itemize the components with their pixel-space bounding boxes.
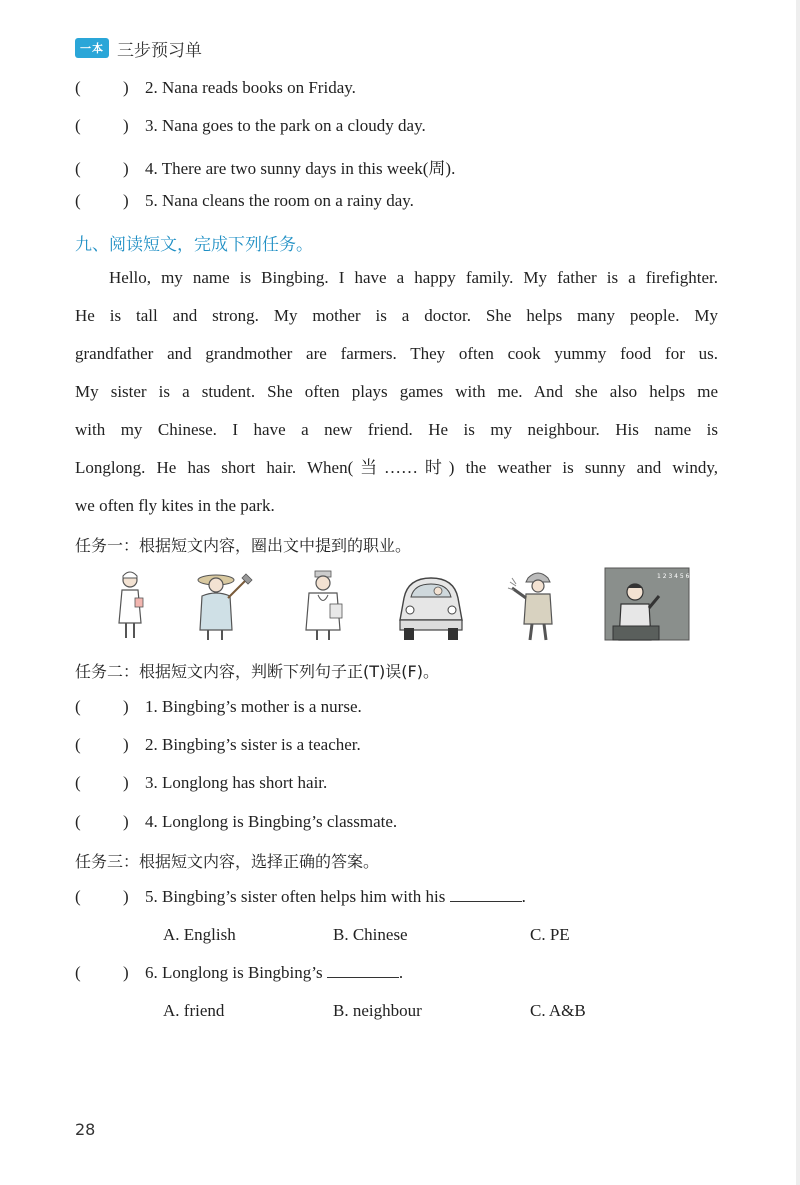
answer-paren-right: ) [123, 735, 129, 754]
answer-paren-right: ) [123, 812, 129, 831]
task-three-title: 任务三：根据短文内容，选择正确的答案。 [75, 852, 380, 871]
driver-car-icon[interactable] [394, 568, 468, 643]
passage-line: we often fly kites in the park. [75, 496, 275, 515]
answer-paren-left[interactable]: ( [75, 78, 81, 97]
task-two-title: 任务二：根据短文内容，判断下列句子正(T)误(F)。 [75, 662, 439, 681]
option-a[interactable]: A. English [163, 925, 236, 944]
question-item [75, 78, 356, 98]
option-c[interactable]: C. PE [530, 925, 570, 944]
answer-paren-right: ) [123, 887, 129, 906]
question-item [75, 887, 526, 907]
question-text: 2. Nana reads books on Friday. [145, 78, 356, 97]
section-nine-title: 九、阅读短文，完成下列任务。 [75, 235, 313, 255]
nurse-icon[interactable] [110, 568, 150, 643]
task-one-title: 任务一：根据短文内容，圈出文中提到的职业。 [75, 536, 412, 555]
book-title: 三步预习单 [117, 40, 202, 61]
passage-line: Longlong. He has short hair. When(当……时) the weather is sunny and windy, [75, 458, 718, 477]
question-text: 4. Longlong is Bingbing’s classmate. [145, 812, 398, 831]
answer-paren-left[interactable]: ( [75, 887, 81, 906]
question-item [75, 812, 397, 832]
answer-paren-left[interactable]: ( [75, 735, 81, 754]
firefighter-icon[interactable] [508, 568, 566, 643]
doctor-icon[interactable] [298, 568, 350, 643]
question-text: 2. Bingbing’s sister is a teacher. [145, 735, 361, 754]
answer-paren-left[interactable]: ( [75, 697, 81, 716]
answer-paren-right: ) [123, 159, 129, 178]
answer-paren-right: ) [123, 963, 129, 982]
answer-paren-right: ) [123, 697, 129, 716]
question-item [75, 963, 403, 983]
page-edge [796, 0, 800, 1185]
occupation-pictures [110, 568, 700, 643]
question-text: 5. Bingbing’s sister often helps him with his [145, 887, 446, 906]
question-text: 1. Bingbing’s mother is a nurse. [145, 697, 362, 716]
option-c[interactable]: C. A&B [530, 1001, 586, 1020]
page-number: 28 [75, 1120, 96, 1139]
question-item [75, 735, 361, 755]
option-b[interactable]: B. neighbour [333, 1001, 422, 1020]
answer-paren-left[interactable]: ( [75, 116, 81, 135]
question-item [75, 773, 327, 793]
answer-paren-left[interactable]: ( [75, 191, 81, 210]
passage-line: Hello, my name is Bingbing. I have a happy family. My father is a firefighter. [109, 268, 718, 287]
option-b[interactable]: B. Chinese [333, 925, 408, 944]
question-end: . [398, 963, 404, 982]
brand-logo: 一本 [75, 38, 109, 58]
blackboard-text: 1 2 3 4 5 6 7 [657, 573, 696, 580]
question-text: 3. Longlong has short hair. [145, 773, 328, 792]
teacher-icon[interactable] [605, 568, 696, 643]
question-item [75, 697, 362, 717]
answer-paren-right: ) [123, 191, 129, 210]
answer-blank[interactable] [327, 963, 399, 978]
passage-line: My sister is a student. She often plays games with me. And she also helps me [75, 382, 718, 401]
reading-passage [75, 259, 718, 525]
farmer-icon[interactable] [188, 568, 254, 643]
answer-paren-left[interactable]: ( [75, 773, 81, 792]
question-text: 6. Longlong is Bingbing’s [145, 963, 323, 982]
answer-blank[interactable] [450, 887, 522, 902]
question-text: 3. Nana goes to the park on a cloudy day. [145, 116, 426, 135]
answer-paren-right: ) [123, 78, 129, 97]
passage-line: with my Chinese. I have a new friend. He is my neighbour. His name is [75, 420, 718, 439]
answer-paren-left[interactable]: ( [75, 963, 81, 982]
answer-paren-left[interactable]: ( [75, 812, 81, 831]
passage-line: grandfather and grandmother are farmers. They often cook yummy food for us. [75, 344, 718, 363]
question-text: 4. There are two sunny days in this week(周). [145, 159, 456, 178]
answer-paren-right: ) [123, 116, 129, 135]
question-item [75, 191, 414, 211]
passage-line: He is tall and strong. My mother is a doctor. She helps many people. My [75, 306, 718, 325]
question-item [75, 116, 426, 136]
page-header [75, 36, 202, 60]
question-end: . [521, 887, 526, 906]
answer-paren-left[interactable]: ( [75, 159, 81, 178]
question-text: 5. Nana cleans the room on a rainy day. [145, 191, 414, 210]
option-a[interactable]: A. friend [163, 1001, 225, 1020]
answer-paren-right: ) [123, 773, 129, 792]
question-item [75, 154, 455, 179]
